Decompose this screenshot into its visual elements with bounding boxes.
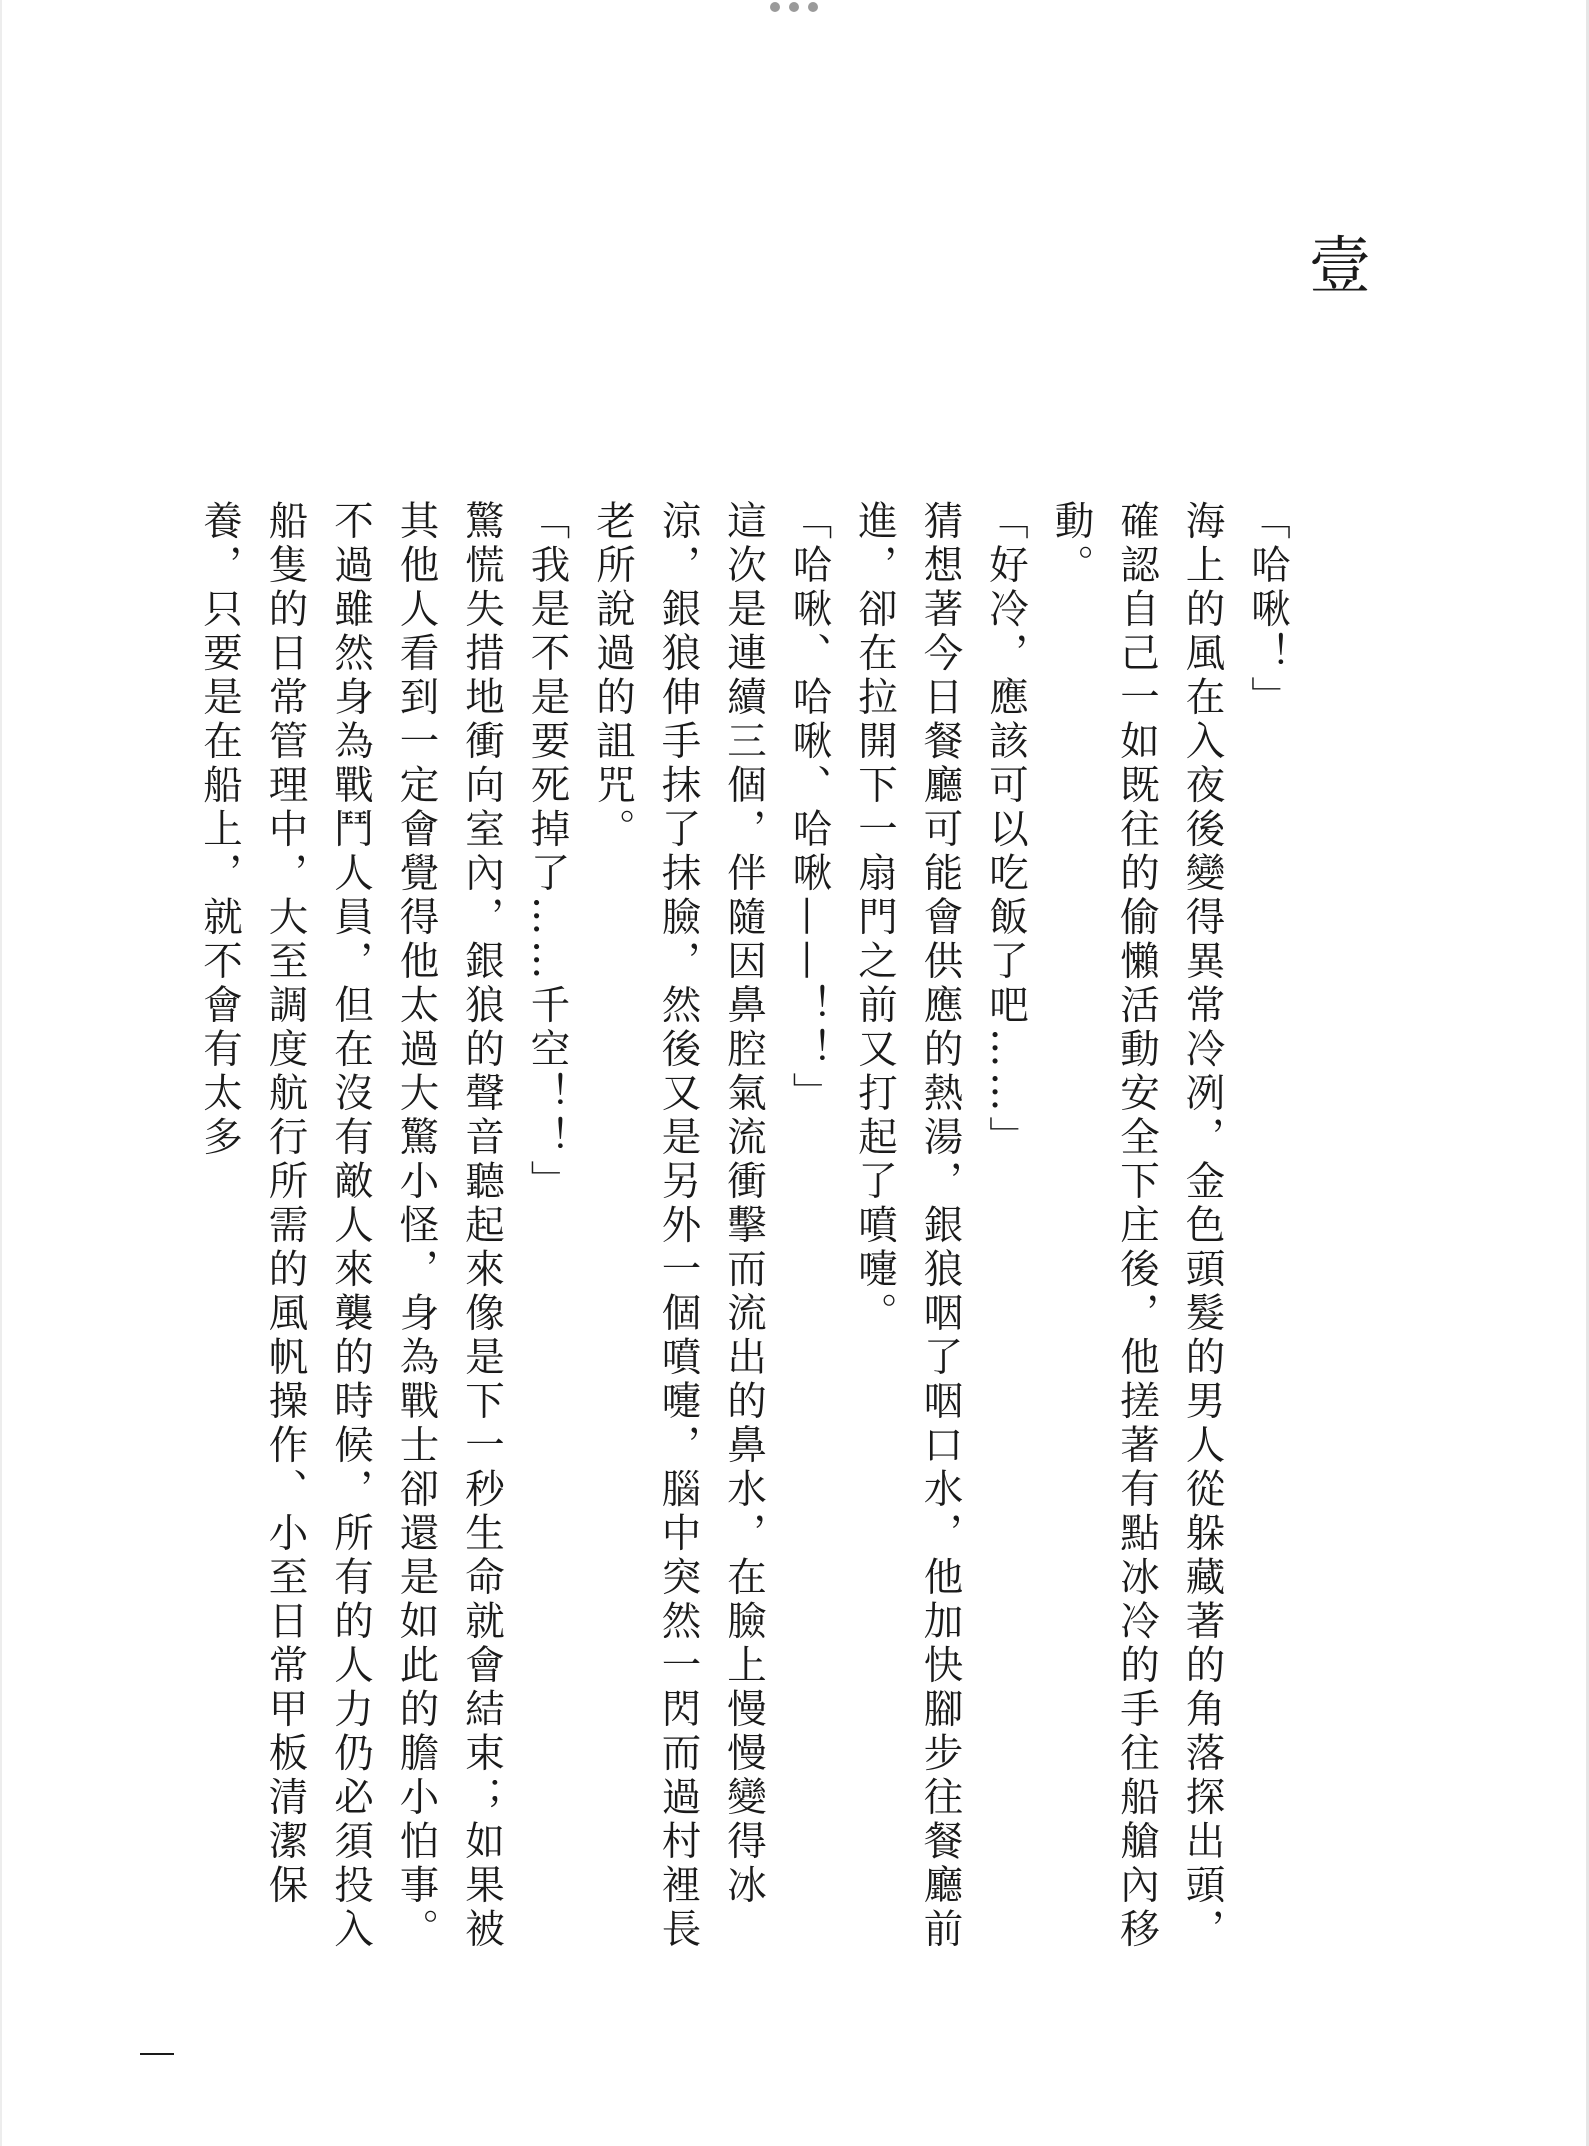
paragraph-dialog: 「哈啾、哈啾、哈啾——！！」 (786, 500, 833, 1116)
ellipsis-dot-icon (770, 2, 780, 12)
ellipsis-dot-icon (808, 2, 818, 12)
ellipsis-dot-icon (789, 2, 799, 12)
chapter-title: 壹 (1308, 229, 1371, 302)
page-left-edge (0, 0, 2, 2146)
more-options-ellipsis-icon[interactable] (770, 0, 818, 14)
paragraph: 猜想著今日餐廳可能會供應的熱湯，銀狼咽了咽口水，他加快腳步往餐廳前進，卻在拉開下一扇門之前又打起了噴嚏。 (852, 500, 964, 1952)
paragraph: 海上的風在入夜後變得異常冷冽，金色頭髮的男人從躲藏著的角落探出頭，確認自己一如既往的偷懶活動安全下庄後，他搓著有點冰冷的手往船艙內移動。 (1048, 500, 1226, 1952)
vertical-text-body (160, 440, 1300, 1960)
paragraph-dialog: 「我是不是要死掉了……千空！！」 (524, 500, 571, 1204)
paragraph-dialog: 「哈啾！」 (1245, 500, 1291, 720)
paragraph: 驚慌失措地衝向室內，銀狼的聲音聽起來像是下一秒生命就會結束；如果被其他人看到一定會覺得他太過大驚小怪，身為戰士卻還是如此的膽小怕事。不過雖然身為戰鬥人員，但在沒有敵人來襲的時候，所有的人力仍必須投入船隻的日常管理中，大至調度航行所需的風帆操作、小至日常甲板清潔保養，只要是在船上，就不會有太多 (197, 500, 505, 1952)
page-number (140, 2053, 174, 2055)
paragraph: 這次是連續三個，伴隨因鼻腔氣流衝擊而流出的鼻水，在臉上慢慢變得冰涼，銀狼伸手抹了抹臉，然後又是另外一個噴嚏，腦中突然一閃而過村裡長老所說過的詛咒。 (590, 500, 767, 1952)
paragraph-dialog: 「好冷，應該可以吃飯了吧……」 (983, 500, 1029, 1160)
